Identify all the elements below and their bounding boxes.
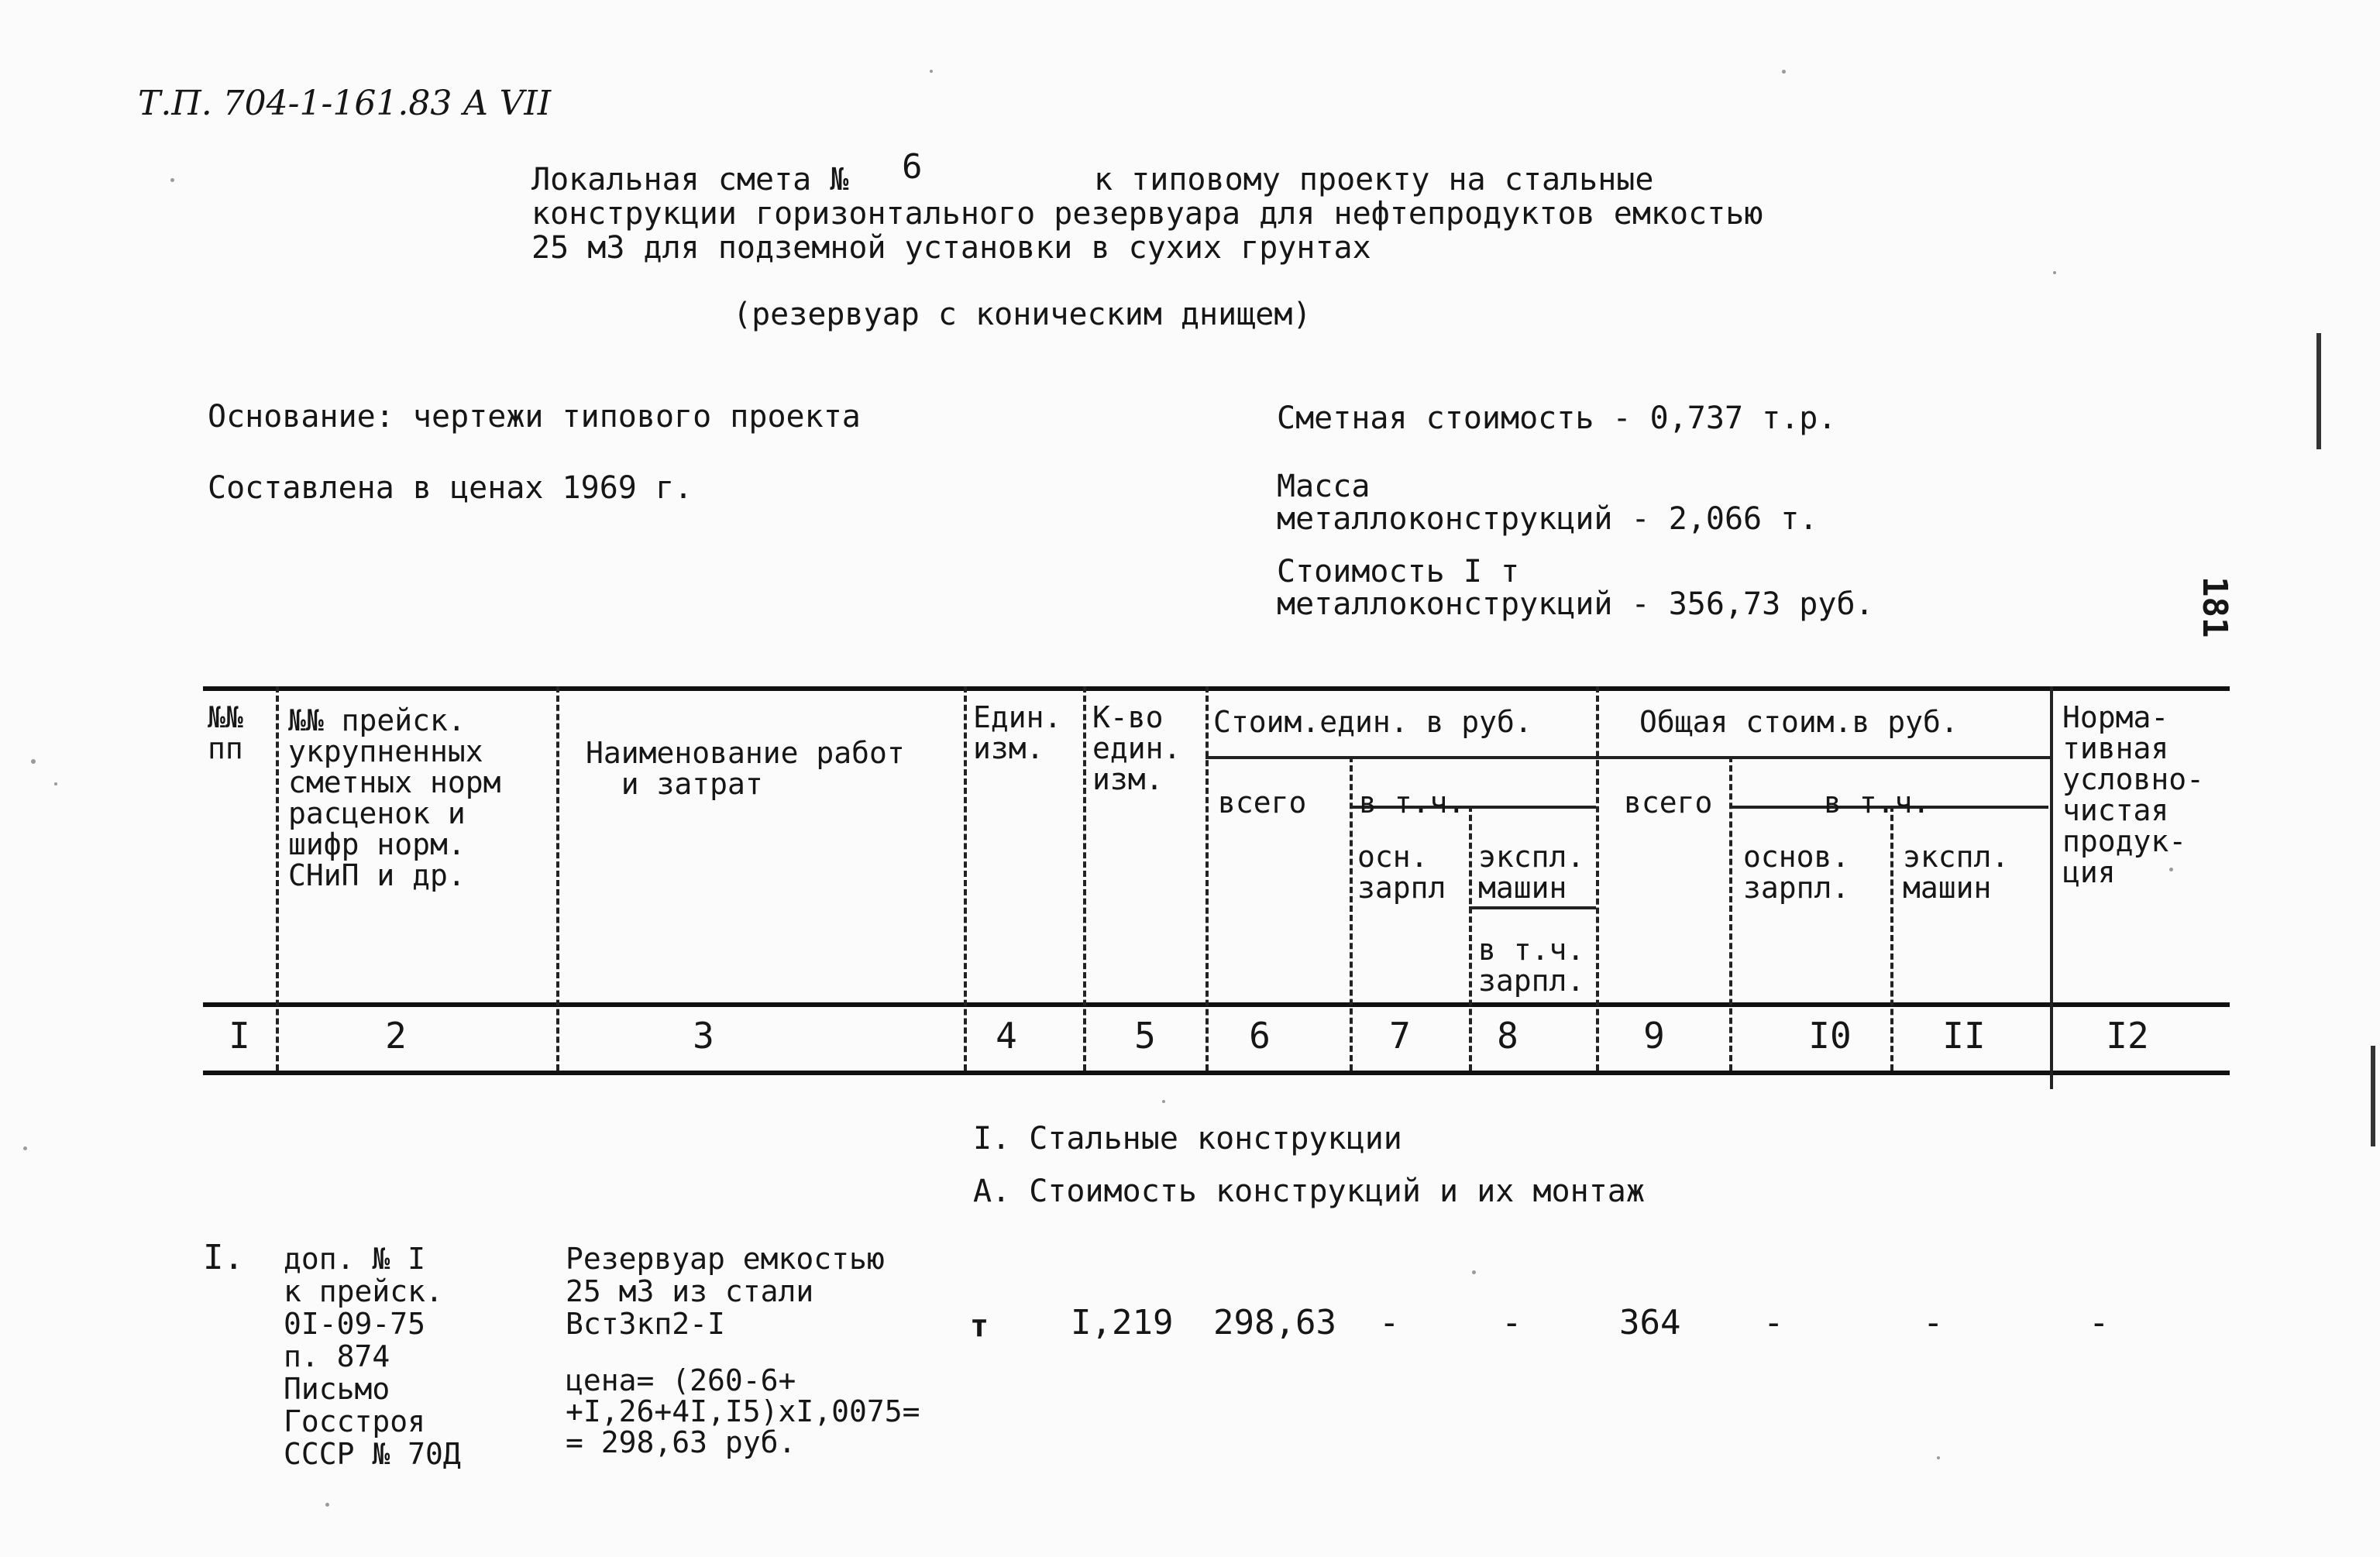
header-total: всего [1624,785,1713,820]
title-line-1-prefix: Локальная смета № [531,162,849,198]
prices-text: Составлена в ценах 1969 г. [208,470,693,506]
section-title: I. Стальные конструкции [973,1121,1402,1157]
margin-mark-bottom [2371,1046,2375,1146]
header-total-group: Общая стоим.в руб. [1639,705,1959,739]
column-number: II [1942,1015,1986,1057]
basis-text: Основание: чертежи типового проекта [208,399,861,435]
row-quantity: I,219 [1071,1303,1174,1342]
margin-mark-top [2316,333,2321,449]
estimated-cost: Сметная стоимость - 0,737 т.р. [1277,400,1837,436]
section-subtitle: А. Стоимость конструкций и их монтаж [973,1174,1645,1209]
column-numbers-rule [203,1071,2230,1075]
column-number: 7 [1389,1015,1411,1057]
row-normative-product: - [2089,1303,2110,1342]
header-unit-cost-group: Стоим.един. в руб. [1213,705,1532,739]
header-total-wage: основ. зарпл. [1743,840,1850,905]
column-number: 4 [996,1015,1017,1057]
header-normative-product: Норма- тивная условно- чистая продук- ция [2062,700,2205,889]
column-number: I0 [1808,1015,1852,1057]
header-total-incl: в т.ч. [1824,785,1931,820]
header-unit-machines: экспл. машин [1478,840,1585,905]
header-row-number: №№ пп [208,700,243,765]
header-total-machines: экспл. машин [1903,840,2010,905]
header-unit-machines-wage: в т.ч. зарпл. [1478,933,1585,998]
column-number: I2 [2106,1015,2149,1057]
header-unit-total: всего [1218,785,1307,820]
column-number: I [229,1015,250,1057]
row-unit-wage: - [1379,1303,1400,1342]
header-unit: Един. изм. [973,700,1062,765]
title-subtitle: (резервуар с коническим днищем) [733,297,1312,332]
row-norm-reference: доп. № I к прейск. 0I-09-75 п. 874 Письмо Госстроя СССР № 70Д [284,1242,461,1471]
unit-cost-group-rule [1205,756,2050,759]
column-number: 5 [1134,1015,1156,1057]
column-number: 9 [1643,1015,1665,1057]
header-norm-reference: №№ прейск. укрупненных сметных норм расценок и шифр норм. СНиП и др. [288,703,501,892]
column-number: 6 [1249,1015,1271,1057]
header-unit-incl: в т.ч. [1359,785,1466,820]
row-number: I. [203,1238,244,1277]
column-number: 8 [1497,1015,1518,1057]
machines-sub-rule [1469,906,1596,909]
row-total-machines: - [1923,1303,1944,1342]
column-number: 3 [693,1015,714,1057]
estimate-number: 6 [902,147,923,187]
header-quantity: К-во един. изм. [1092,700,1181,796]
page-number: 181 [2195,576,2234,638]
document-code: Т.П. 704-1-161.83 А VII [138,84,552,123]
header-unit-wage: осн. зарпл [1357,840,1446,905]
row-price-calculation: цена= (260-6+ +I,26+4I,I5)xI,0075= = 298,63 руб. [566,1363,920,1459]
row-unit-total: 298,63 [1213,1303,1336,1342]
header-work-name: Наименование работ и затрат [586,736,905,801]
title-line-3: 25 м3 для подземной установки в сухих грунтах [531,230,1371,266]
row-work-name: Резервуар емкостью 25 м3 из стали Вст3кп2-I [566,1242,885,1341]
row-unit-machines: - [1501,1303,1522,1342]
header-bottom-rule [203,1002,2230,1007]
row-total-wage: - [1763,1303,1784,1342]
mass-value: металлоконструкций - 2,066 т. [1277,501,1818,537]
unit-cost-label: Стоимость I т [1277,554,1520,589]
row-total: 364 [1619,1303,1681,1342]
title-line-2: конструкции горизонтального резервуара для нефтепродуктов емкостью [531,196,1763,232]
row-unit: т [970,1308,989,1344]
column-number: 2 [385,1015,407,1057]
unit-cost-value: металлоконструкций - 356,73 руб. [1277,586,1874,622]
table-top-rule [203,686,2230,691]
mass-label: Масса [1277,469,1371,504]
title-line-1-suffix: к типовому проекту на стальные [1094,162,1654,198]
